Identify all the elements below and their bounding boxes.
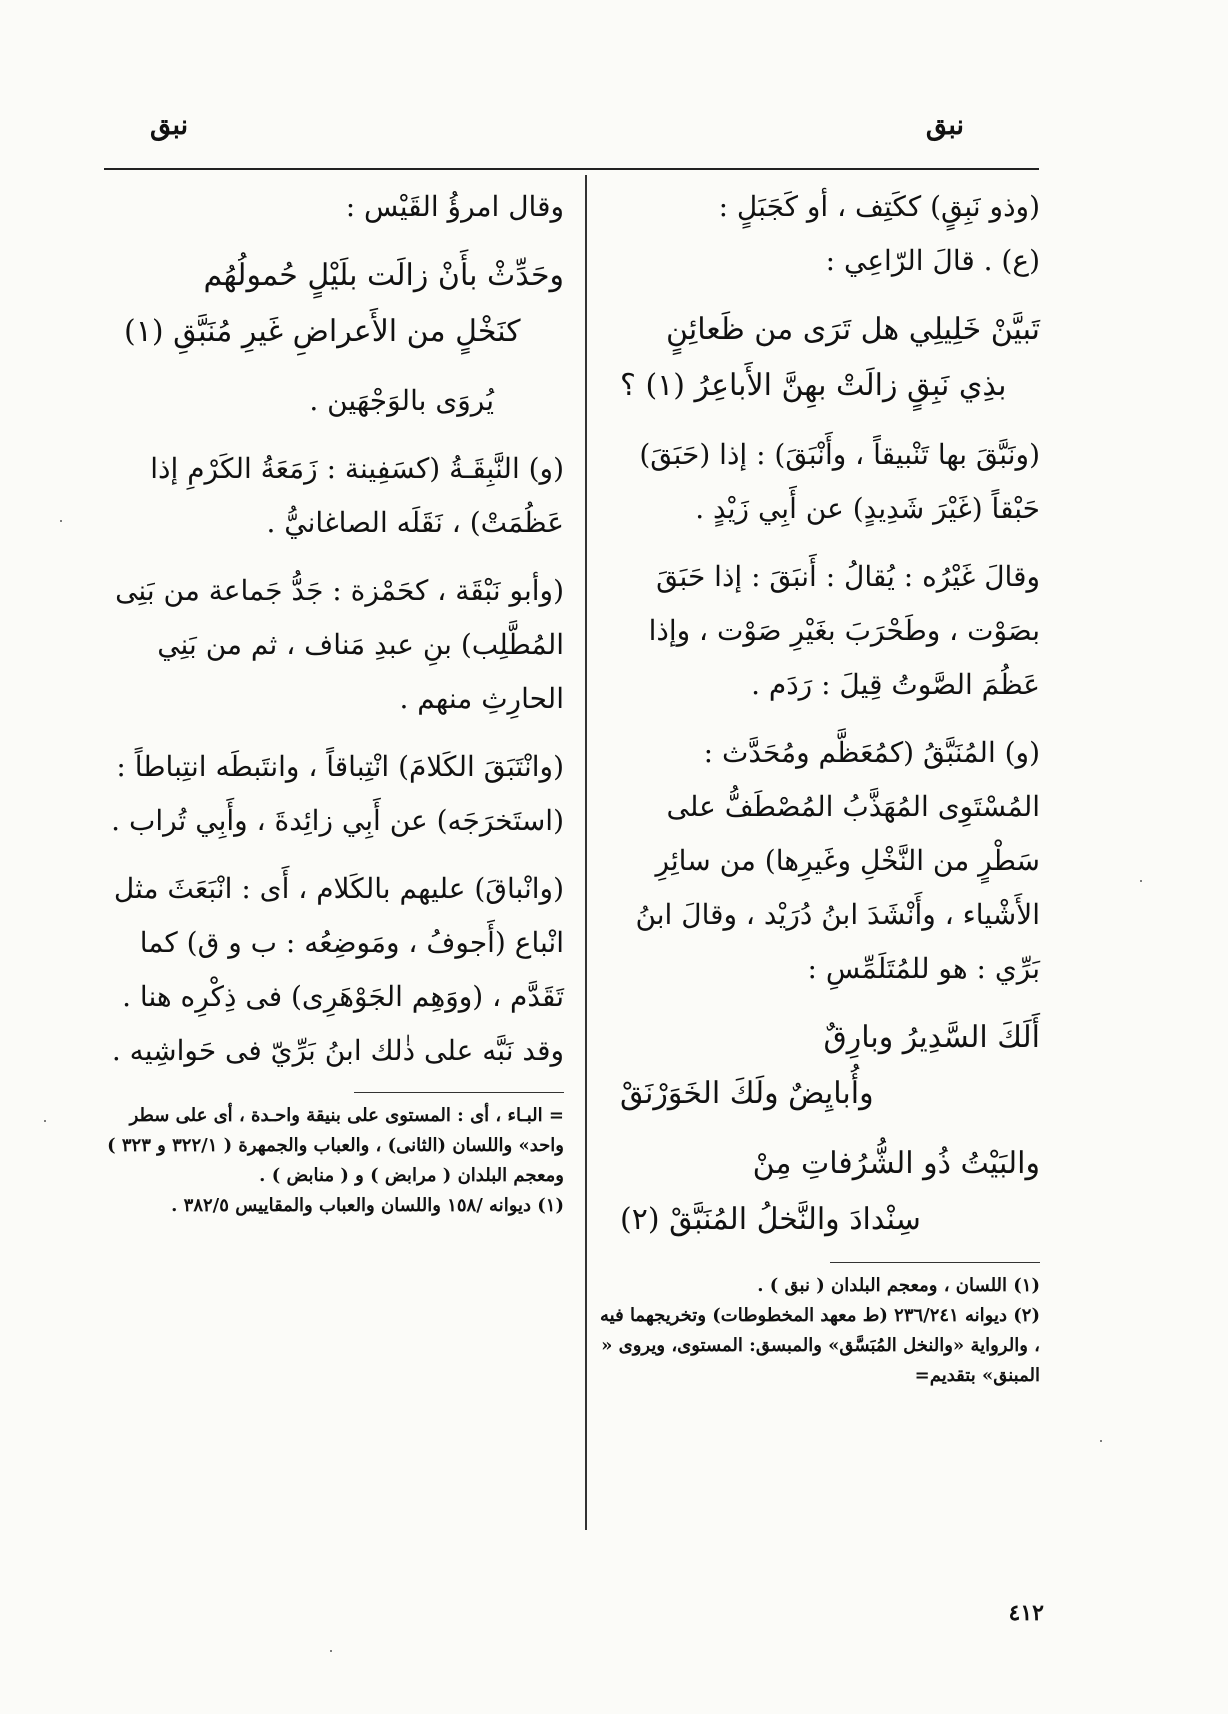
riwaya-note: يُروَى بالوَجْهَين .	[309, 384, 494, 417]
entry-anbaqa: وقالَ غَيْرُه : يُقالُ : أَنبَقَ : إذا حَبَقَ بصَوْت ، وطَحْرَبَ بغَيْرِ صَوْت ، وإذا عَظُمَ الصَّوتُ قِيلَ : رَدَم .	[648, 560, 1040, 701]
entry-line: (وذو نَبِقٍ) ككَتِف ، أو كَجَبَلٍ :	[718, 190, 1040, 223]
footnote-1: (١) ديوانه /١٥٨ واللسان والعباب والمقاييس ٣٨٢/٥ .	[171, 1195, 564, 1216]
scan-speck	[330, 1650, 332, 1652]
hemistich-second: وأُبايِضٌ ولَكَ الخَوَرْنَقْ	[620, 1076, 874, 1111]
running-header-left: نبق	[150, 110, 189, 141]
hemistich-first: والبَيْتُ ذُو الشُّرُفاتِ مِنْ	[752, 1146, 1040, 1181]
entry-line: (ع) . قالَ الرّاعِي :	[825, 244, 1040, 277]
scan-speck	[1140, 880, 1142, 882]
hemistich-second: سِنْدادَ والنَّخلُ المُنَبَّقْ (٢)	[620, 1202, 921, 1237]
page-number: ٤١٢	[1008, 1600, 1044, 1626]
left-column	[104, 180, 564, 1221]
scan-speck	[60, 520, 62, 522]
entry-nabiqa: (و) النَّبِقَـةُ (كسَفِينة : زَمَعَةُ الكَرْمِ إذا عَظُمَتْ) ، نَقَلَه الصاغانيُّ .	[150, 452, 564, 539]
running-header-right: نبق	[925, 110, 964, 141]
hemistich-first: وحَدِّثْ بأَنْ زالَت بلَيْلٍ حُمولُهُم	[203, 258, 564, 293]
intro-imru-al-qays: وقال امرؤُ القَيْس :	[345, 190, 564, 223]
scan-speck	[44, 1120, 46, 1122]
entry-dhu-nabiq	[600, 180, 1040, 288]
scan-speck	[1100, 1440, 1102, 1442]
footnote-1: (١) اللسان ، ومعجم البلدان ( نبق ) .	[757, 1275, 1040, 1296]
verse-mutalammis-2	[600, 1136, 1040, 1248]
entry-nabbaqa: (ونَبَّقَ بها تَنْبيقاً ، وأَنْبَقَ) : إذا (حَبَقَ) حَبْقاً (غَيْرَ شَدِيدٍ) عن أَبِي زَيْدٍ .	[639, 438, 1040, 525]
header-rule	[104, 168, 1039, 170]
footnote-rule	[354, 1092, 564, 1093]
footnote-2: (٢) ديوانه ٢٣٦/٢٤١ (ط معهد المخطوطات) وتخريجهما فيه ، والرواية «والنخل المُبَسَّق» والمبسق: المستوى، ويروى « المبنق» بتقديم=	[599, 1305, 1040, 1386]
column-divider	[585, 175, 587, 1530]
hemistich-second: بذِي نَبِقٍ زالَتْ بهِنَّ الأَباعِرُ (١) ؟	[620, 368, 1007, 403]
footnote-rule	[830, 1262, 1040, 1263]
verse-mutalammis-1	[600, 1010, 1040, 1122]
hemistich-first: تَبيَّنْ خَلِيلِي هل تَرَى من ظَعائِنٍ	[666, 312, 1040, 347]
entry-intabaqa: (وانْتَبَقَ الكَلامَ) انْتِباقاً ، وانتَبطَه انتِباطاً : (استَخرَجَه) عن أَبِي زائِدةَ ، وأَبِي تُراب .	[111, 750, 564, 837]
verse-imru-al-qays	[104, 248, 564, 360]
right-column	[600, 180, 1040, 1391]
hemistich-second: كنَخْلٍ من الأَعراضِ غَيرِ مُنَبَّقِ (١)	[124, 314, 521, 349]
entry-inbaqa: (وانْباقَ) عليهم بالكَلام ، أَى : انْبَعَثَ مثل انْباع (أَجوفُ ، ومَوضِعُه : ب و ق) كما تَقَدَّم ، (ووَهِم الجَوْهَرِى) فى ذِكْرِه هنا . وقد نَبَّه على ذٰلك ابنُ بَرِّيّ فى حَواشِيه .	[111, 872, 564, 1067]
hemistich-first: أَلَكَ السَّدِيرُ وبارِقٌ	[823, 1020, 1040, 1055]
verse-raai	[600, 302, 1040, 414]
entry-munabbaq: (و) المُنَبَّقُ (كمُعَظَّم ومُحَدَّث : المُسْتَوِى المُهَذَّبُ المُصْطَفُّ على سَطْرٍ من النَّخْلِ وغَيرِها) من سائِرِ الأَشْياء ، وأَنْشَدَ ابنُ دُرَيْد ، وقالَ ابنُ بَرِّي : هو للمُتَلَمِّسِ :	[635, 736, 1040, 985]
footnote-continuation: = البـاء ، أى : المستوى على بنيقة واحـدة ، أى على سطر واحد» واللسان (الثانى) ، والعباب والجمهرة ( ٣٢٢/١ و ٣٢٣ ) ومعجم البلدان ( مرابض ) و ( منابض ) .	[107, 1105, 564, 1186]
entry-abu-nabqa: (وأبو نَبْقَة ، كحَمْزة : جَدُّ جَماعة من بَنِى المُطَّلِب) بنِ عبدِ مَناف ، ثم من بَنِي الحارِثِ منهم .	[115, 574, 564, 715]
